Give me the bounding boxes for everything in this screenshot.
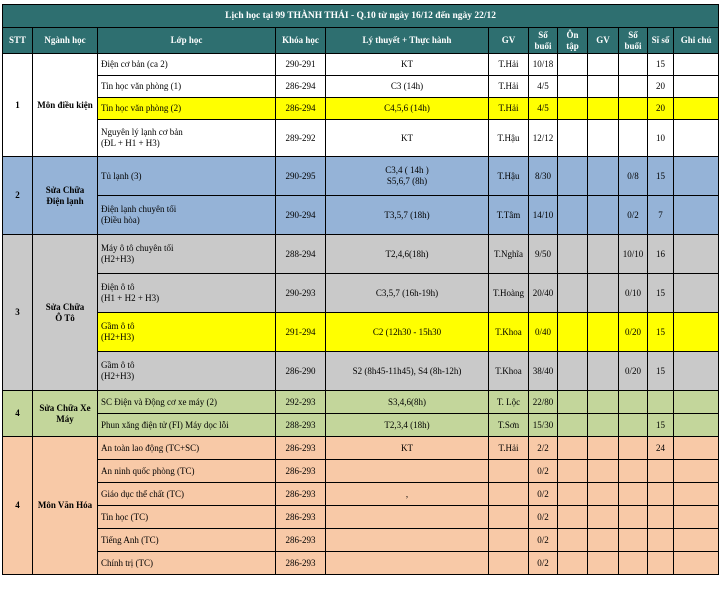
table-row [3, 98, 719, 120]
so-buoi-cell: 0/2 [529, 506, 558, 529]
class-name-line2: (H2+H3) [101, 332, 135, 342]
so-buoi2-cell [619, 460, 648, 483]
khoa-cell: 290-294 [276, 196, 326, 235]
class-name: Tin học (TC) [101, 511, 149, 522]
on-tap-cell [558, 552, 588, 575]
on-tap-cell [558, 54, 588, 76]
class-name: An ninh quốc phòng (TC) [101, 465, 195, 476]
khoa-cell: 286-293 [276, 483, 326, 506]
so-buoi2-cell [619, 120, 648, 157]
major-cell [33, 54, 98, 157]
major-name-line2: Ô Tô [55, 312, 75, 323]
gv-cell: T.Hải [489, 437, 529, 460]
si-so-cell [648, 460, 674, 483]
khoa-cell: 288-293 [276, 414, 326, 437]
so-buoi-cell: 0/2 [529, 552, 558, 575]
khoa-cell: 286-290 [276, 352, 326, 391]
ghi-chu-cell [674, 196, 719, 235]
major-name: Sửa Chữa [45, 301, 85, 312]
gv2-cell [588, 483, 619, 506]
gv-cell: T.Khoa [489, 352, 529, 391]
class-cell [98, 483, 276, 506]
on-tap-cell [558, 157, 588, 196]
on-tap-cell [558, 529, 588, 552]
schedule-cell [326, 157, 489, 196]
on-tap-cell [558, 437, 588, 460]
major-name: Môn điều kiện [37, 99, 93, 110]
schedule-cell [326, 460, 489, 483]
gv2-cell [588, 98, 619, 120]
schedule-text: T3,5,7 (18h) [384, 209, 430, 220]
gv2-cell [588, 437, 619, 460]
khoa-cell: 290-293 [276, 274, 326, 313]
class-name: Giáo dục thể chất (TC) [101, 488, 184, 499]
class-name-line2: (Điều hòa) [101, 215, 140, 225]
so-buoi2-cell: 0/20 [619, 313, 648, 352]
class-cell [98, 54, 276, 76]
schedule-cell [326, 76, 489, 98]
so-buoi-cell: 38/40 [529, 352, 558, 391]
major-name-line2: Máy [56, 413, 74, 424]
header-row [3, 28, 719, 54]
ghi-chu-cell [674, 76, 719, 98]
table-row [3, 414, 719, 437]
khoa-cell: 286-293 [276, 552, 326, 575]
si-so-cell [648, 552, 674, 575]
so-buoi2-cell: 0/8 [619, 157, 648, 196]
schedule-cell [326, 235, 489, 274]
class-name: Tiếng Anh (TC) [101, 534, 159, 545]
table-row [3, 437, 719, 460]
ghi-chu-cell [674, 313, 719, 352]
schedule-text: C4,5,6 (14h) [384, 103, 430, 113]
class-name: SC Điện và Động cơ xe máy (2) [101, 396, 217, 407]
so-buoi2-cell [619, 98, 648, 120]
so-buoi2-cell: 10/10 [619, 235, 648, 274]
class-cell [98, 352, 276, 391]
col-header: Khóa học [276, 28, 326, 54]
class-cell [98, 460, 276, 483]
ghi-chu-cell [674, 235, 719, 274]
class-name: Máy ô tô chuyên tối [101, 243, 174, 253]
ghi-chu-cell [674, 54, 719, 76]
major-cell [33, 437, 98, 575]
schedule-text: S2 (8h45-11h45), S4 (8h-12h) [352, 365, 462, 376]
stt-cell: 1 [3, 54, 33, 157]
si-so-cell [648, 391, 674, 414]
so-buoi-cell: 0/2 [529, 483, 558, 506]
class-name: Tin học văn phòng (1) [101, 81, 182, 91]
on-tap-cell [558, 506, 588, 529]
class-name: Điện cơ bản (ca 2) [101, 59, 168, 69]
so-buoi2-cell [619, 54, 648, 76]
gv2-cell [588, 120, 619, 157]
class-name-line2: (H1 + H2 + H3) [101, 293, 160, 303]
schedule-cell [326, 120, 489, 157]
schedule-table [2, 4, 719, 575]
table-row [3, 120, 719, 157]
gv2-cell [588, 352, 619, 391]
ghi-chu-cell [674, 552, 719, 575]
table-row [3, 483, 719, 506]
si-so-cell: 16 [648, 235, 674, 274]
so-buoi-cell: 0/2 [529, 460, 558, 483]
table-row [3, 313, 719, 352]
so-buoi-cell: 14/10 [529, 196, 558, 235]
class-cell [98, 76, 276, 98]
gv-cell: T.Hải [489, 98, 529, 120]
table-row [3, 157, 719, 196]
so-buoi-cell: 9/50 [529, 235, 558, 274]
gv-cell: T.Hoàng [489, 274, 529, 313]
on-tap-cell [558, 313, 588, 352]
class-cell [98, 506, 276, 529]
on-tap-cell [558, 196, 588, 235]
ghi-chu-cell [674, 460, 719, 483]
stt-cell: 4 [3, 391, 33, 437]
class-name: Gầm ô tô [101, 360, 135, 370]
ghi-chu-cell [674, 391, 719, 414]
col-header: STT [3, 28, 33, 54]
schedule-cell [326, 506, 489, 529]
schedule-cell [326, 98, 489, 120]
gv-cell: T.Nghĩa [489, 235, 529, 274]
table-row [3, 552, 719, 575]
si-so-cell: 15 [648, 352, 674, 391]
gv-cell: T.Hậu [489, 157, 529, 196]
class-cell [98, 313, 276, 352]
table-row [3, 352, 719, 391]
so-buoi-cell: 4/5 [529, 76, 558, 98]
schedule-text: C2 (12h30 - 15h30 [372, 326, 442, 337]
major-name: Sửa Chữa [45, 184, 85, 195]
khoa-cell: 290-295 [276, 157, 326, 196]
col-header: Lý thuyết + Thực hành [326, 28, 489, 54]
schedule-cell [326, 529, 489, 552]
major-name: Sửa Chữa Xe [39, 402, 91, 413]
major-name: Môn Văn Hóa [37, 500, 93, 510]
on-tap-cell [558, 98, 588, 120]
on-tap-cell [558, 274, 588, 313]
on-tap-cell [558, 352, 588, 391]
ghi-chu-cell [674, 352, 719, 391]
si-so-cell: 20 [648, 76, 674, 98]
col-header: Số buổi [529, 28, 558, 54]
on-tap-cell [558, 76, 588, 98]
khoa-cell: 289-292 [276, 120, 326, 157]
schedule-text: KT [401, 132, 413, 143]
gv-cell [489, 483, 529, 506]
ghi-chu-cell [674, 98, 719, 120]
schedule-cell [326, 437, 489, 460]
so-buoi-cell: 8/30 [529, 157, 558, 196]
schedule-cell [326, 552, 489, 575]
gv-cell: T.Khoa [489, 313, 529, 352]
gv2-cell [588, 235, 619, 274]
khoa-cell: 286-293 [276, 460, 326, 483]
si-so-cell: 20 [648, 98, 674, 120]
si-so-cell [648, 483, 674, 506]
so-buoi-cell: 0/40 [529, 313, 558, 352]
stt-cell: 4 [3, 437, 33, 575]
class-name: Điện ô tô [101, 282, 135, 292]
ghi-chu-cell [674, 157, 719, 196]
khoa-cell: 286-294 [276, 98, 326, 120]
schedule-cell [326, 391, 489, 414]
table-row [3, 54, 719, 76]
class-name-line2: (H2+H3) [101, 254, 135, 264]
class-name: Nguyên lý lạnh cơ bản [101, 127, 183, 137]
si-so-cell: 7 [648, 196, 674, 235]
gv-cell: T.Hậu [489, 120, 529, 157]
on-tap-cell [558, 414, 588, 437]
si-so-cell: 15 [648, 414, 674, 437]
gv2-cell [588, 506, 619, 529]
gv-cell: T.Sơn [489, 414, 529, 437]
gv-cell [489, 460, 529, 483]
col-header: Ngành học [33, 28, 98, 54]
so-buoi2-cell [619, 483, 648, 506]
so-buoi2-cell [619, 414, 648, 437]
schedule-cell [326, 313, 489, 352]
gv-cell: T. Lộc [489, 391, 529, 414]
class-name: An toàn lao động (TC+SC) [101, 442, 200, 453]
table-row [3, 506, 719, 529]
so-buoi2-cell: 0/2 [619, 196, 648, 235]
si-so-cell [648, 506, 674, 529]
col-header: Ôn tập [558, 28, 588, 54]
on-tap-cell [558, 120, 588, 157]
si-so-cell: 15 [648, 157, 674, 196]
table-row [3, 391, 719, 414]
gv2-cell [588, 54, 619, 76]
class-name: Chính trị (TC) [101, 557, 153, 568]
schedule-text-line2: S5,6,7 (8h) [386, 176, 428, 186]
schedule-text: T2,4,6(18h) [385, 248, 429, 259]
so-buoi-cell: 22/80 [529, 391, 558, 414]
class-cell [98, 529, 276, 552]
table-row [3, 235, 719, 274]
class-name-line2: (ĐL + H1 + H3) [101, 138, 160, 148]
gv2-cell [588, 460, 619, 483]
ghi-chu-cell [674, 120, 719, 157]
schedule-text: KT [401, 442, 413, 453]
major-name-line2: Điện lạnh [46, 195, 84, 206]
col-header: Số buổi [619, 28, 648, 54]
si-so-cell: 15 [648, 274, 674, 313]
khoa-cell: 288-294 [276, 235, 326, 274]
si-so-cell: 15 [648, 54, 674, 76]
table-row [3, 529, 719, 552]
so-buoi2-cell [619, 529, 648, 552]
class-cell [98, 98, 276, 120]
table-row [3, 274, 719, 313]
table-row [3, 196, 719, 235]
gv-cell: T.Hải [489, 76, 529, 98]
class-name: Điện lạnh chuyên tối [101, 204, 177, 214]
gv2-cell [588, 76, 619, 98]
schedule-cell [326, 352, 489, 391]
class-cell [98, 120, 276, 157]
col-header: Ghi chú [674, 28, 719, 54]
schedule-text: C3,5,7 (16h-19h) [375, 287, 439, 298]
class-name: Tủ lạnh (3) [101, 170, 142, 181]
khoa-cell: 286-293 [276, 529, 326, 552]
si-so-cell: 24 [648, 437, 674, 460]
schedule-cell [326, 196, 489, 235]
khoa-cell: 292-293 [276, 391, 326, 414]
class-name: Gầm ô tô [101, 321, 135, 331]
col-header: Lớp học [98, 28, 276, 54]
on-tap-cell [558, 483, 588, 506]
major-cell [33, 157, 98, 235]
khoa-cell: 291-294 [276, 313, 326, 352]
col-header: Sĩ số [648, 28, 674, 54]
ghi-chu-cell [674, 529, 719, 552]
ghi-chu-cell [674, 483, 719, 506]
stt-cell: 3 [3, 235, 33, 391]
khoa-cell: 286-293 [276, 437, 326, 460]
schedule-cell [326, 414, 489, 437]
gv2-cell [588, 313, 619, 352]
gv-cell [489, 529, 529, 552]
gv2-cell [588, 274, 619, 313]
ghi-chu-cell [674, 437, 719, 460]
schedule-text: C3 (14h) [390, 81, 424, 91]
col-header: GV [588, 28, 619, 54]
class-cell [98, 274, 276, 313]
on-tap-cell [558, 235, 588, 274]
khoa-cell: 286-294 [276, 76, 326, 98]
schedule-cell [326, 54, 489, 76]
so-buoi-cell: 15/30 [529, 414, 558, 437]
gv2-cell [588, 529, 619, 552]
so-buoi2-cell [619, 506, 648, 529]
class-cell [98, 235, 276, 274]
gv2-cell [588, 391, 619, 414]
major-cell [33, 235, 98, 391]
class-cell [98, 391, 276, 414]
so-buoi-cell: 10/18 [529, 54, 558, 76]
khoa-cell: 290-291 [276, 54, 326, 76]
schedule-text: T2,3,4 (18h) [384, 419, 430, 430]
khoa-cell: 286-293 [276, 506, 326, 529]
so-buoi-cell: 4/5 [529, 98, 558, 120]
so-buoi2-cell: 0/10 [619, 274, 648, 313]
so-buoi2-cell [619, 391, 648, 414]
major-cell [33, 391, 98, 437]
class-cell [98, 552, 276, 575]
class-name-line2: (H2+H3) [101, 371, 135, 381]
gv-cell [489, 506, 529, 529]
schedule-text: C3,4 ( 14h ) [385, 165, 429, 175]
class-cell [98, 196, 276, 235]
gv2-cell [588, 414, 619, 437]
schedule-body [3, 54, 719, 575]
si-so-cell: 10 [648, 120, 674, 157]
on-tap-cell [558, 460, 588, 483]
so-buoi-cell: 20/40 [529, 274, 558, 313]
col-header: GV [489, 28, 529, 54]
page-title: Lịch học tại 99 THÀNH THÁI - Q.10 từ ngày 16/12 đến ngày 22/12 [3, 5, 719, 28]
table-row [3, 460, 719, 483]
gv-cell: T.Hải [489, 54, 529, 76]
class-name: Tin học văn phòng (2) [101, 103, 182, 113]
class-cell [98, 414, 276, 437]
schedule-sheet [2, 4, 718, 575]
so-buoi2-cell [619, 437, 648, 460]
gv2-cell [588, 552, 619, 575]
schedule-cell [326, 483, 489, 506]
ghi-chu-cell [674, 274, 719, 313]
si-so-cell: 15 [648, 313, 674, 352]
on-tap-cell [558, 391, 588, 414]
gv2-cell [588, 196, 619, 235]
si-so-cell [648, 529, 674, 552]
schedule-text: , [405, 488, 409, 499]
class-cell [98, 437, 276, 460]
so-buoi2-cell: 0/20 [619, 352, 648, 391]
ghi-chu-cell [674, 506, 719, 529]
so-buoi-cell: 2/2 [529, 437, 558, 460]
schedule-text: KT [401, 59, 413, 69]
so-buoi2-cell [619, 76, 648, 98]
gv-cell [489, 552, 529, 575]
class-name: Phun xăng điện tử (FI) Máy dọc lỗi [101, 419, 229, 430]
so-buoi2-cell [619, 552, 648, 575]
table-row [3, 76, 719, 98]
gv2-cell [588, 157, 619, 196]
so-buoi-cell: 12/12 [529, 120, 558, 157]
schedule-cell [326, 274, 489, 313]
class-cell [98, 157, 276, 196]
so-buoi-cell: 0/2 [529, 529, 558, 552]
gv-cell: T.Tâm [489, 196, 529, 235]
stt-cell: 2 [3, 157, 33, 235]
ghi-chu-cell [674, 414, 719, 437]
schedule-text: S3,4,6(8h) [388, 396, 426, 407]
